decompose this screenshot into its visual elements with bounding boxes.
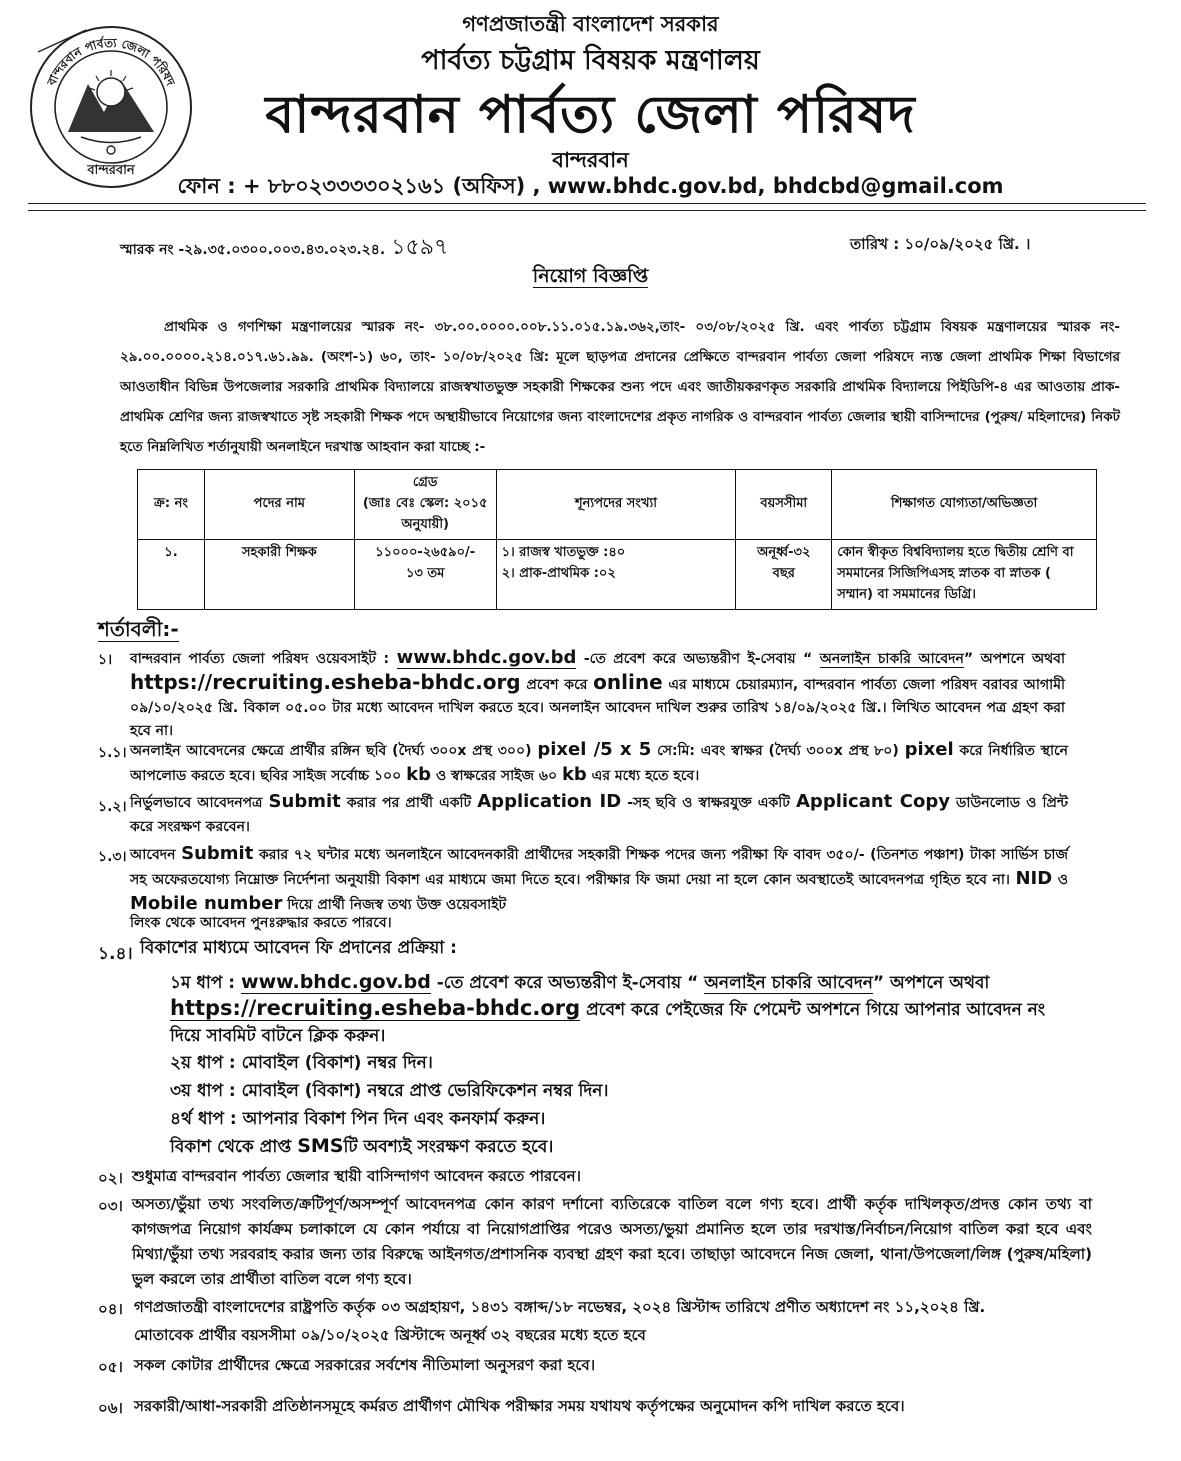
condition-1-1-number: ১.১। xyxy=(98,745,127,761)
cell-sl: ১. xyxy=(138,540,205,610)
cell-post: সহকারী শিক্ষক xyxy=(204,540,354,610)
cell-vacancies xyxy=(496,540,736,610)
c1-recruiting-link[interactable]: https://recruiting.esheba-bhdc.org xyxy=(130,670,521,694)
c1-text-a: বান্দরবান পার্বত্য জেলা পরিষদ ওয়েবসাইট : xyxy=(130,651,397,667)
col-grade-label: গ্রেড xyxy=(412,475,438,490)
col-age: বয়সসীমা xyxy=(736,470,832,540)
sms-note-sms: SMS xyxy=(297,1135,344,1157)
c12-applicant-copy: Applicant Copy xyxy=(796,791,950,812)
step-1-text-g: প্রবেশ করে পেইজের xyxy=(580,1000,730,1020)
condition-4-number: ০৪। xyxy=(98,1300,123,1318)
c13-submit: Submit xyxy=(181,843,254,864)
terms-heading xyxy=(98,615,179,648)
step-1-label: ১ম ধাপ : xyxy=(170,973,242,993)
memo-date: তারিখ : ১০/০৯/২০২৫ খ্রি. । xyxy=(850,235,1031,253)
c12-text-a: নির্ভুলভাবে আবেদনপত্র xyxy=(130,795,269,811)
c12-submit: Submit xyxy=(268,791,341,812)
step-1-website-link[interactable]: www.bhdc.gov.bd xyxy=(241,971,431,993)
c12-application-id: Application ID xyxy=(477,791,622,812)
sms-note-a: বিকাশ থেকে প্রাপ্ত xyxy=(170,1137,298,1157)
condition-1-3 xyxy=(130,842,1068,917)
header-divider xyxy=(28,203,1146,204)
c11-text-e: করে নির্ধারিত স্থানে আপলোড করতে হবে। ছবির সাইজ সর্বোচ্চ ১০০ xyxy=(130,743,1068,784)
c11-kb-2: kb xyxy=(561,764,587,785)
cell-vacancy-revenue: ১। রাজস্ব খাতভুক্ত :৪০ xyxy=(501,545,626,560)
c12-text-c: করার পর প্রার্থী একটি xyxy=(340,795,478,811)
condition-1-3-extra: লিংক থেকে আবেদন পুনঃরুদ্ধার করতে পারবে। xyxy=(130,915,392,931)
step-4: ৪র্থ ধাপ : আপনার বিকাশ পিন দিন এবং কনফার্ম করুন। xyxy=(170,1109,546,1129)
c1-text-c: -তে প্রবেশ করে অভ্যন্তরীণ ই-সেবায় “ xyxy=(576,651,820,667)
contact-line: ফোন : + ৮৮০২৩৩৩৩০২১৬১ (অফিস) , www.bhdc.gov.bd, bhdcbd@gmail.com xyxy=(177,174,1004,198)
condition-1-2 xyxy=(130,790,1068,839)
condition-6-number: ০৬। xyxy=(98,1399,123,1417)
step-1-text-i: গিয়ে আপনার আবেদন নং xyxy=(860,1000,1046,1020)
c11-text-g: ও স্বাক্ষরের সাইজ ৬০ xyxy=(430,768,562,784)
step-1-online-application: অনলাইন চাকরি আবেদন xyxy=(704,973,873,993)
notice-title-text: নিয়োগ বিজ্ঞপ্তি xyxy=(532,265,649,287)
c13-text-c: করার ৭২ ঘন্টার মধ্যে অনলাইনে আবেদনকারী প্রার্থীদের সহকারী শিক্ষক পদের জন্য পরীক্ষা ফি বাবদ ৩৫০/- (তিনশত পঞ্চাশ) টাকা সার্ভিস চার্জ সহ অফেরতযোগ্য নিম্নোক্ত নির্দেশনা অনুযায়ী বিকাশ এর মাধ্যমে জমা দিতে হবে। পরীক্ষার ফি জমা দেয়া না হলে কোন অবস্থাতেই আবেদনপত্র গৃহিত হবে না। xyxy=(130,847,1068,888)
condition-1-4-number: ১.৪। xyxy=(98,944,133,964)
c11-text-c: সে:মি: এবং স্বাক্ষর (দৈর্ঘ্য ৩০০x প্রস্থ ৮০) xyxy=(651,743,905,759)
condition-6: সরকারী/আধা-সরকারী প্রতিষ্ঠানসমূহে কর্মরত প্রার্থীগণ মৌখিক পরীক্ষার সময় যথাযথ কর্তৃপক্ষের অনুমোদন কপি দাখিল করতে হবে। xyxy=(134,1397,905,1415)
header-divider-2 xyxy=(28,210,1146,211)
ministry-name: পার্বত্য চট্টগ্রাম বিষয়ক মন্ত্রণালয় xyxy=(421,45,760,76)
c12-text-g: ডাউনলোড ও প্রিন্ট করে সংরক্ষণ করবেন। xyxy=(130,795,1068,835)
step-3: ৩য় ধাপ : মোবাইল (বিকাশ) নম্বরে প্রাপ্ত ভেরিফিকেশন নম্বর দিন। xyxy=(170,1081,609,1101)
step-2: ২য় ধাপ : মোবাইল (বিকাশ) নম্বর দিন। xyxy=(170,1053,433,1073)
condition-5-number: ০৫। xyxy=(98,1358,123,1376)
condition-4-line-1: গণপ্রজাতন্ত্রী বাংলাদেশের রাষ্ট্রপতি কর্তৃক ০৩ অগ্রহায়ণ, ১৪৩১ বঙ্গাব্দ/১৮ নভেম্বর, ২০২৪ খ্রিস্টাব্দ তারিখে প্রণীত অধ্যাদেশ নং ১১,২০২৪ খ্রি. xyxy=(134,1298,986,1316)
condition-3: অসত্য/ভুঁয়া তথ্য সংবলিত/ক্রটিপূর্ণ/অসম্পূর্ণ আবেদনপত্র কোন কারণ দর্শানো ব্যতিরেকে বাতিল বলে গণ্য হবে। প্রার্থী কর্তৃক দাখিলকৃত/প্রদত্ত কোন তথ্য বা কাগজপত্র নিয়োগ কার্যক্রম চলাকালে যে কোন পর্যায়ে বা নিয়োগপ্রাপ্তির পরেও অসত্য/ভুয়া প্রমানিত হলে তার দরখাস্ত/নির্বাচন/নিয়োগ বাতিল করা হবে এবং মিথ্যা/ভুঁয়া তথ্য সরবরাহ করার জন্য তার বিরুদ্ধে আইনগত/প্রশাসনিক ব্যবস্থা গ্রহণ করা হবে। তাছাড়া আবেদনে নিজ জেলা, থানা/উপজেলা/লিঙ্গ (পুরুষ/মহিলা) ভুল করলে তার প্রার্থীতা বাতিল বলে গণ্য হবে। xyxy=(132,1195,1092,1288)
notice-title xyxy=(0,262,1181,294)
seal-top-text: বান্দরবান পার্বত্য জেলা পরিষদ xyxy=(44,35,178,88)
cell-age-limit: অনূর্ধ্ব-৩২ xyxy=(757,545,811,560)
c1-online-application: অনলাইন চাকরি আবেদন xyxy=(819,651,964,667)
condition-5: সকল কোটার প্রার্থীদের ক্ষেত্রে সরকারের সর্বশেষ নীতিমালা অনুসরণ করা হবে। xyxy=(134,1356,596,1374)
cell-vacancy-preprimary: ২। প্রাক-প্রাথমিক :০২ xyxy=(501,566,616,581)
cell-grade xyxy=(354,540,496,610)
c1-text-e: ” অপশনে অথবা xyxy=(963,651,1066,667)
seal-bottom-text: বান্দরবান xyxy=(87,163,135,178)
col-grade-scale: (জাঃ বেঃ স্কেল: ২০১৫ xyxy=(362,496,488,511)
step-1 xyxy=(170,970,989,998)
condition-4-line-2: মোতাবেক প্রার্থীর বয়সসীমা ০৯/১০/২০২৫ খ্রিস্টাব্দে অনূর্ধ্ব ৩২ বছরের মধ্যে হতে হবে xyxy=(134,1326,646,1344)
c11-text-a: অনলাইন আবেদনের ক্ষেত্রে প্রার্থীর রঙ্গিন ছবি (দৈর্ঘ্য ৩০০x প্রস্থ ৩০০) xyxy=(130,743,538,759)
c13-mobile-number: Mobile number xyxy=(130,893,283,914)
cell-qualification: কোন স্বীকৃত বিশ্ববিদ্যালয় হতে দ্বিতীয় শ্রেণি বা সমমানের সিজিপিএসহ স্নাতক বা স্নাতক ( সম্মান) বা সমমানের ডিগ্রি। xyxy=(832,540,1097,610)
c11-text-i: এর মধ্যে হতে হবে। xyxy=(586,768,700,784)
c11-pixel: pixel xyxy=(904,739,954,760)
sms-note xyxy=(170,1134,553,1162)
post-table xyxy=(137,469,1097,610)
condition-1-3-number: ১.৩। xyxy=(98,849,127,865)
col-sl: ক্র: নং xyxy=(138,470,205,540)
terms-heading-text: শর্তাবলী:- xyxy=(98,617,179,641)
table-row xyxy=(138,540,1097,610)
c11-pixel-size: pixel /5 x 5 xyxy=(537,739,652,760)
c13-text-g: দিয়ে প্রার্থী নিজস্ব তথ্য উক্ত ওয়েবসাইট xyxy=(282,897,507,913)
government-name: গণপ্রজাতন্ত্রী বাংলাদেশ সরকার xyxy=(462,12,719,36)
step-1-end: দিয়ে সাবমিট বাটনে ক্লিক করুন। xyxy=(170,1026,386,1046)
table-header-row xyxy=(138,470,1097,540)
c1-online: online xyxy=(593,670,663,694)
council-name: বান্দরবান পার্বত্য জেলা পরিষদ xyxy=(265,85,916,145)
col-qualification: শিক্ষাগত যোগ্যতা/অভিজ্ঞতা xyxy=(832,470,1097,540)
step-1-recruiting-link[interactable]: https://recruiting.esheba-bhdc.org xyxy=(170,996,581,1020)
location: বান্দরবান xyxy=(552,148,629,172)
memo-number-text: স্মারক নং -২৯.৩৫.০৩০০.০০৩.৪৩.০২৩.২৪. xyxy=(120,242,386,258)
c13-text-a: আবেদন xyxy=(130,847,182,863)
step-1-text-c: -তে প্রবেশ করে অভ্যন্তরীণ ই-সেবায় “ xyxy=(430,973,705,993)
c11-kb: kb xyxy=(406,764,431,785)
c13-nid: NID xyxy=(1015,868,1053,889)
condition-1-number: ১। xyxy=(98,652,113,668)
condition-2: শুধুমাত্র বান্দরবান পার্বত্য জেলার স্থায়ী বাসিন্দাগণ আবেদন করতে পারবেন। xyxy=(132,1167,581,1185)
col-grade xyxy=(354,470,496,540)
step-1-fee-payment-option: ফি পেমেন্ট অপশনে xyxy=(729,1000,861,1020)
c13-text-e: ও xyxy=(1052,872,1068,888)
bkash-process-title: বিকাশের মাধ্যমে আবেদন ফি প্রদানের প্রক্রিয়া : xyxy=(140,938,457,958)
condition-2-number: ০২। xyxy=(98,1169,123,1187)
col-grade-suffix: অনুযায়ী) xyxy=(401,517,449,532)
step-1-text-e: ” অপশনে অথবা xyxy=(872,973,990,993)
condition-1-2-number: ১.২। xyxy=(98,799,127,815)
c1-website-link[interactable]: www.bhdc.gov.bd xyxy=(396,647,577,668)
condition-1-1 xyxy=(130,738,1068,788)
condition-3-number: ০৩। xyxy=(98,1197,123,1215)
c1-text-g: প্রবেশ করে xyxy=(520,677,594,693)
step-1-cont xyxy=(170,996,1080,1025)
col-post: পদের নাম xyxy=(204,470,354,540)
memo-handwritten: ১৫৯৭ xyxy=(391,235,449,260)
cell-age-unit: বছর xyxy=(772,566,795,581)
c1-text-i: এর মাধ্যমে চেয়ারম্যান, বান্দরবান পার্বত্য জেলা পরিষদ বরাবর আগামী ০৯/১০/২০২৫ খ্রি. বিকাল ০৫.০০ টার মধ্যে আবেদন দাখিল করতে হবে। অনলাইন আবেদন দাখিল শুরুর তারিখ ১৪/০৯/২০২৫ খ্রি.। লিখিত আবেদন পত্র গ্রহণ করা হবে না। xyxy=(130,677,1065,739)
sms-note-c: টি অবশ্যই সংরক্ষণ করতে হবে। xyxy=(343,1137,554,1157)
col-vacancies: শূন্যপদের সংখ্যা xyxy=(496,470,736,540)
condition-1 xyxy=(130,646,1065,743)
intro-paragraph: প্রাথমিক ও গণশিক্ষা মন্ত্রণালয়ের স্মারক নং- ৩৮.০০.০০০০.০০৮.১১.০১৫.১৯.৩৬২,তাং- ০৩/০৮/২০২৫ খ্রি. এবং পার্বত্য চট্টগ্রাম বিষয়ক মন্ত্রণালয়ের স্মারক নং- ২৯.০০.০০০০.২১৪.০১৭.৬১.৯৯. (অংশ-১) ৬০, তাং- ১০/০৮/২০২৫ খ্রি: মূলে ছাড়পত্র প্রদানের প্রেক্ষিতে বান্দরবান পার্বত্য জেলা পরিষদে ন্যস্ত জেলা প্রাথমিক শিক্ষা বিভাগের আওতাধীন বিভিন্ন উপজেলার সরকারি প্রাথমিক বিদ্যালয়ে রাজস্বখাতভুক্ত সহকারী শিক্ষকের শুন্য পদে এবং জাতীয়করণকৃত সরকারি প্রাথমিক বিদ্যালয়ে পিইডিপি-৪ এর আওতায় প্রাক-প্রাথমিক শ্রেণির জন্য রাজস্বখাতে সৃষ্ট সহকারী শিক্ষক পদে অস্থায়ীভাবে নিয়োগের জন্য বাংলাদেশের প্রকৃত নাগরিক ও বান্দরবান পার্বত্য জেলার স্থায়ী বাসিন্দাদের (পুরুষ/ মহিলাদের) নিকট হতে নিম্নলিখিত শর্তানুযায়ী অনলাইনে দরখাস্ত আহবান করা যাচ্ছে :- xyxy=(120,319,1120,455)
cell-grade-scale: ১১০০০-২৬৫৯০/- xyxy=(375,545,476,560)
cell-grade-number: ১৩ তম xyxy=(406,566,445,581)
c12-text-e: -সহ ছবি ও স্বাক্ষরযুক্ত একটি xyxy=(621,795,796,811)
cell-age xyxy=(736,540,832,610)
